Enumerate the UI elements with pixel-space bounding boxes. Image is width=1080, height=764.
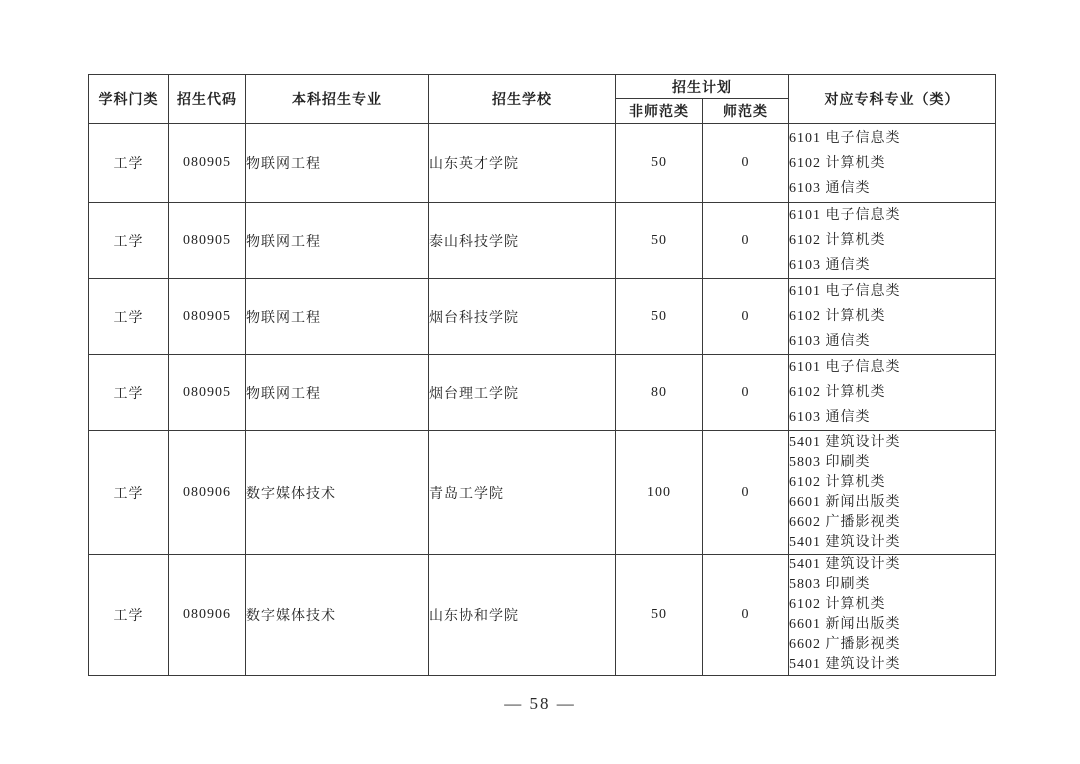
cell-enrollment-code: 080905 bbox=[169, 124, 246, 203]
cell-subject-category: 工学 bbox=[89, 279, 169, 355]
cell-plan-normal: 0 bbox=[703, 555, 789, 676]
major-line: 6101 电子信息类 bbox=[789, 360, 901, 375]
cell-subject-category: 工学 bbox=[89, 203, 169, 279]
major-line: 6101 电子信息类 bbox=[789, 284, 901, 299]
cell-corresponding-majors bbox=[789, 124, 996, 203]
cell-undergrad-major: 物联网工程 bbox=[246, 355, 429, 431]
cell-plan-normal: 0 bbox=[703, 355, 789, 431]
major-line: 6103 通信类 bbox=[789, 180, 871, 196]
cell-undergrad-major: 数字媒体技术 bbox=[246, 431, 429, 555]
table-row bbox=[89, 555, 996, 676]
cell-corresponding-majors bbox=[789, 355, 996, 431]
table-row bbox=[89, 431, 996, 555]
major-line: 5803 印刷类 bbox=[789, 577, 871, 592]
table-row bbox=[89, 279, 996, 355]
major-line: 5401 建筑设计类 bbox=[789, 534, 901, 550]
cell-undergrad-major: 物联网工程 bbox=[246, 124, 429, 203]
cell-plan-normal: 0 bbox=[703, 203, 789, 279]
major-line: 5401 建筑设计类 bbox=[789, 657, 901, 672]
page-number: — 58 — bbox=[504, 694, 576, 713]
col-header-undergrad-major: 本科招生专业 bbox=[246, 75, 429, 124]
cell-enrollment-code: 080905 bbox=[169, 203, 246, 279]
col-header-enrollment-code: 招生代码 bbox=[169, 75, 246, 124]
cell-plan-non-normal: 100 bbox=[616, 431, 703, 555]
col-header-enrollment-plan: 招生计划 bbox=[616, 75, 789, 99]
major-line: 6102 计算机类 bbox=[789, 597, 886, 612]
cell-enrollment-school: 山东协和学院 bbox=[429, 555, 616, 676]
cell-subject-category: 工学 bbox=[89, 555, 169, 676]
major-line: 5401 建筑设计类 bbox=[789, 557, 901, 572]
cell-corresponding-majors bbox=[789, 431, 996, 555]
cell-plan-normal: 0 bbox=[703, 124, 789, 203]
cell-corresponding-majors bbox=[789, 279, 996, 355]
col-header-subject-category: 学科门类 bbox=[89, 75, 169, 124]
col-header-normal: 师范类 bbox=[703, 99, 789, 124]
major-line: 6103 通信类 bbox=[789, 334, 871, 349]
major-line: 6101 电子信息类 bbox=[789, 208, 901, 223]
cell-enrollment-school: 青岛工学院 bbox=[429, 431, 616, 555]
cell-enrollment-school: 泰山科技学院 bbox=[429, 203, 616, 279]
cell-undergrad-major: 数字媒体技术 bbox=[246, 555, 429, 676]
major-line: 6601 新闻出版类 bbox=[789, 617, 901, 632]
major-line: 5803 印刷类 bbox=[789, 454, 871, 470]
table-row bbox=[89, 124, 996, 203]
cell-plan-normal: 0 bbox=[703, 279, 789, 355]
major-line: 6602 广播影视类 bbox=[789, 514, 901, 530]
cell-subject-category: 工学 bbox=[89, 431, 169, 555]
major-line: 6102 计算机类 bbox=[789, 155, 886, 171]
cell-enrollment-code: 080906 bbox=[169, 555, 246, 676]
major-line: 6102 计算机类 bbox=[789, 385, 886, 400]
cell-enrollment-school: 烟台科技学院 bbox=[429, 279, 616, 355]
cell-enrollment-code: 080906 bbox=[169, 431, 246, 555]
table-row bbox=[89, 355, 996, 431]
col-header-non-normal: 非师范类 bbox=[616, 99, 703, 124]
cell-plan-normal: 0 bbox=[703, 431, 789, 555]
table-row bbox=[89, 203, 996, 279]
cell-plan-non-normal: 50 bbox=[616, 555, 703, 676]
enrollment-plan-table bbox=[88, 74, 996, 676]
major-line: 6602 广播影视类 bbox=[789, 637, 901, 652]
cell-enrollment-code: 080905 bbox=[169, 279, 246, 355]
major-line: 5401 建筑设计类 bbox=[789, 434, 901, 450]
cell-corresponding-majors bbox=[789, 555, 996, 676]
cell-corresponding-majors bbox=[789, 203, 996, 279]
cell-enrollment-code: 080905 bbox=[169, 355, 246, 431]
col-header-enrollment-school: 招生学校 bbox=[429, 75, 616, 124]
major-line: 6103 通信类 bbox=[789, 258, 871, 273]
major-line: 6101 电子信息类 bbox=[789, 130, 901, 146]
cell-plan-non-normal: 50 bbox=[616, 203, 703, 279]
cell-plan-non-normal: 50 bbox=[616, 124, 703, 203]
major-line: 6102 计算机类 bbox=[789, 474, 886, 490]
major-line: 6102 计算机类 bbox=[789, 309, 886, 324]
major-line: 6103 通信类 bbox=[789, 410, 871, 425]
major-line: 6601 新闻出版类 bbox=[789, 494, 901, 510]
cell-plan-non-normal: 50 bbox=[616, 279, 703, 355]
cell-subject-category: 工学 bbox=[89, 124, 169, 203]
cell-enrollment-school: 烟台理工学院 bbox=[429, 355, 616, 431]
cell-subject-category: 工学 bbox=[89, 355, 169, 431]
cell-plan-non-normal: 80 bbox=[616, 355, 703, 431]
major-line: 6102 计算机类 bbox=[789, 233, 886, 248]
col-header-corresponding-majors: 对应专科专业（类） bbox=[789, 75, 996, 124]
cell-undergrad-major: 物联网工程 bbox=[246, 279, 429, 355]
cell-undergrad-major: 物联网工程 bbox=[246, 203, 429, 279]
header-row-top bbox=[89, 75, 996, 99]
cell-enrollment-school: 山东英才学院 bbox=[429, 124, 616, 203]
